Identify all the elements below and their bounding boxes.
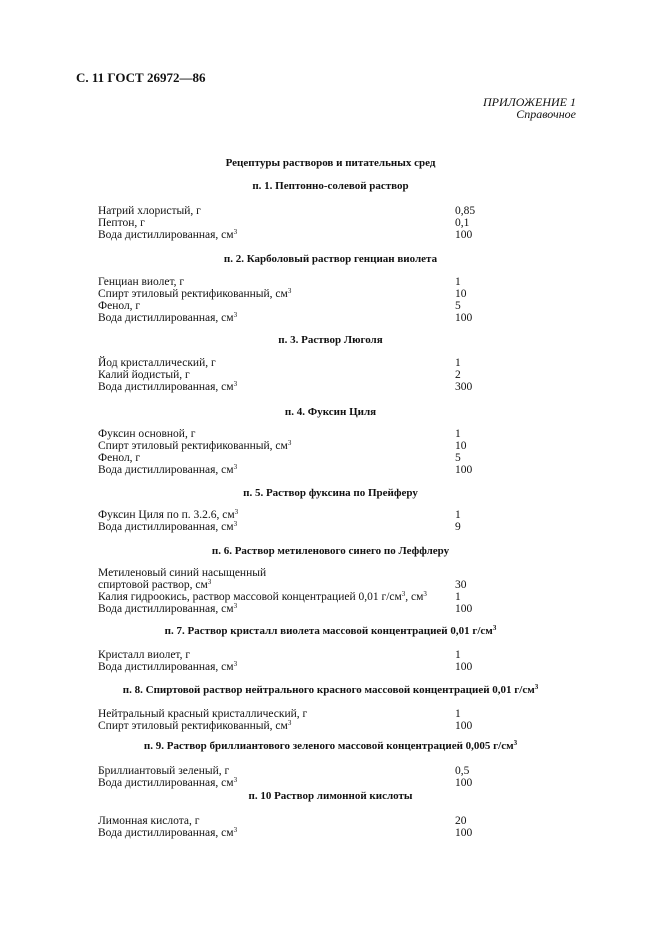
ingredient-name (98, 592, 427, 603)
ingredient-amount: 1 (455, 276, 461, 288)
ingredient-name (98, 382, 237, 393)
ingredient-amount: 100 (455, 720, 473, 732)
ingredient-amount: 10 (455, 288, 467, 300)
ingredient-text: Нейтральный красный кристаллический, г (98, 708, 308, 720)
ingredient-amount: 0,1 (455, 217, 470, 229)
ingredient-text: Натрий хлористый, г (98, 205, 201, 217)
superscript: 3 (233, 380, 238, 388)
section-title-text: п. 3. Раствор Люголя (278, 334, 383, 346)
ingredient-text: Фуксин Циля по п. 3.2.6, см (98, 509, 235, 521)
ingredient-name (98, 522, 237, 533)
ingredient-name (98, 816, 199, 827)
superscript: 3 (287, 719, 292, 727)
ingredient-amount: 1 (455, 591, 461, 603)
ingredient-name (98, 277, 184, 288)
ingredient-amount: 1 (455, 649, 461, 661)
ingredient-name (98, 662, 237, 673)
superscript: 3 (233, 228, 238, 236)
superscript: 3 (287, 439, 292, 447)
ingredient-name (98, 370, 190, 381)
section-title (0, 253, 661, 265)
superscript: 3 (233, 602, 238, 610)
ingredient-text: Вода дистиллированная, см (98, 827, 234, 839)
ingredient-amount: 100 (455, 777, 473, 789)
superscript: 3 (233, 311, 238, 319)
section-title (0, 790, 661, 802)
ingredient-text: Генциан виолет, г (98, 276, 185, 288)
superscript: 3 (513, 739, 518, 747)
ingredient-amount: 0,5 (455, 765, 470, 777)
ingredient-amount: 20 (455, 815, 467, 827)
ingredient-text: Метиленовый синий насыщенный (98, 567, 267, 579)
section-title (0, 545, 661, 557)
ingredient-text: Вода дистиллированная, см (98, 521, 234, 533)
ingredient-text: Спирт этиловый ректификованный, см (98, 720, 288, 732)
ingredient-text: Вода дистиллированная, см (98, 464, 234, 476)
ingredient-text: Фуксин основной, г (98, 428, 196, 440)
ingredient-name (98, 510, 238, 521)
ingredient-text: Калия гидроокись, раствор массовой концентрацией 0,01 г/см (98, 591, 402, 603)
ingredient-name (98, 604, 237, 615)
ingredient-amount: 10 (455, 440, 467, 452)
ingredient-text: Фенол, г (98, 300, 141, 312)
ingredient-amount: 5 (455, 300, 461, 312)
ingredient-name (98, 289, 291, 300)
ingredient-text: Вода дистиллированная, см (98, 381, 234, 393)
section-title-text: п. 2. Карболовый раствор генциан виолета (223, 253, 438, 265)
ingredient-amount: 1 (455, 428, 461, 440)
document-title: Рецептуры растворов и питательных сред (225, 157, 436, 169)
ingredient-amount: 100 (455, 827, 473, 839)
ingredient-name (98, 358, 216, 369)
ingredient-amount: 300 (455, 381, 473, 393)
appendix-note: Справочное (516, 107, 576, 121)
section-title-text: п. 6. Раствор метиленового синего по Леффлеру (211, 545, 450, 557)
ingredient-name (98, 313, 237, 324)
section-title-text: п. 9. Раствор бриллиантового зеленого массовой концентрацией 0,005 г/см (143, 740, 514, 752)
section-title (0, 334, 661, 346)
superscript: 3 (233, 463, 238, 471)
ingredient-name (98, 206, 201, 217)
ingredient-text: Вода дистиллированная, см (98, 229, 234, 241)
ingredient-name (98, 218, 145, 229)
page-header: С. 11 ГОСТ 26972—86 (76, 70, 206, 85)
ingredient-unit: , см (405, 591, 424, 603)
ingredient-text: Спирт этиловый ректификованный, см (98, 440, 288, 452)
superscript: 3 (233, 826, 238, 834)
superscript: 3 (233, 520, 238, 528)
ingredient-amount: 100 (455, 464, 473, 476)
ingredient-text: Спирт этиловый ректификованный, см (98, 288, 288, 300)
ingredient-text: спиртовой раствор, см (98, 579, 208, 591)
ingredient-amount: 1 (455, 357, 461, 369)
ingredient-amount: 100 (455, 312, 473, 324)
superscript: 3 (492, 624, 497, 632)
ingredient-name (98, 568, 266, 579)
superscript: 3 (234, 508, 239, 516)
ingredient-text: Йод кристаллический, г (98, 357, 216, 369)
ingredient-name (98, 465, 237, 476)
superscript: 3 (207, 578, 212, 586)
section-title-text: п. 4. Фуксин Циля (284, 406, 377, 418)
ingredient-amount: 2 (455, 369, 461, 381)
section-title (0, 740, 661, 752)
ingredient-name (98, 650, 190, 661)
ingredient-amount: 100 (455, 603, 473, 615)
superscript: 3 (423, 590, 427, 598)
section-title-text: п. 7. Раствор кристалл виолета массовой концентрацией 0,01 г/см (164, 625, 493, 637)
ingredient-name (98, 778, 237, 789)
ingredient-text: Вода дистиллированная, см (98, 661, 234, 673)
ingredient-name (98, 766, 229, 777)
ingredient-name (98, 429, 195, 440)
appendix-title: ПРИЛОЖЕНИЕ 1 (483, 95, 576, 109)
superscript: 3 (534, 683, 539, 691)
section-title-text: п. 1. Пептонно-солевой раствор (252, 180, 409, 192)
section-title-text: п. 5. Раствор фуксина по Прейферу (243, 487, 418, 499)
section-title-text: п. 10 Раствор лимонной кислоты (248, 790, 413, 802)
section-title (0, 684, 661, 696)
superscript: 3 (233, 776, 238, 784)
ingredient-text: Бриллиантовый зеленый, г (98, 765, 230, 777)
ingredient-text: Кристалл виолет, г (98, 649, 191, 661)
ingredient-amount: 30 (455, 579, 467, 591)
ingredient-name (98, 301, 140, 312)
ingredient-amount: 0,85 (455, 205, 476, 217)
ingredient-text: Вода дистиллированная, см (98, 603, 234, 615)
ingredient-amount: 100 (455, 229, 473, 241)
section-title (0, 487, 661, 499)
ingredient-text: Фенол, г (98, 452, 141, 464)
ingredient-amount: 1 (455, 509, 461, 521)
ingredient-name (98, 230, 237, 241)
section-title (0, 180, 661, 192)
ingredient-name (98, 828, 237, 839)
ingredient-text: Лимонная кислота, г (98, 815, 200, 827)
superscript: 3 (287, 287, 292, 295)
ingredient-amount: 1 (455, 708, 461, 720)
ingredient-text: Вода дистиллированная, см (98, 777, 234, 789)
ingredient-text: Вода дистиллированная, см (98, 312, 234, 324)
ingredient-name (98, 580, 211, 591)
ingredient-amount: 5 (455, 452, 461, 464)
superscript: 3 (401, 590, 406, 598)
ingredient-amount: 100 (455, 661, 473, 673)
ingredient-text: Калий йодистый, г (98, 369, 190, 381)
ingredient-name (98, 721, 291, 732)
ingredient-amount: 9 (455, 521, 461, 533)
ingredient-name (98, 453, 140, 464)
section-title (0, 406, 661, 418)
section-title (0, 625, 661, 637)
section-title-text: п. 8. Спиртовой раствор нейтрального красного массовой концентрацией 0,01 г/см (122, 684, 535, 696)
ingredient-name (98, 709, 307, 720)
superscript: 3 (233, 660, 238, 668)
ingredient-name (98, 441, 291, 452)
ingredient-text: Пептон, г (98, 217, 145, 229)
appendix-label (483, 96, 576, 120)
